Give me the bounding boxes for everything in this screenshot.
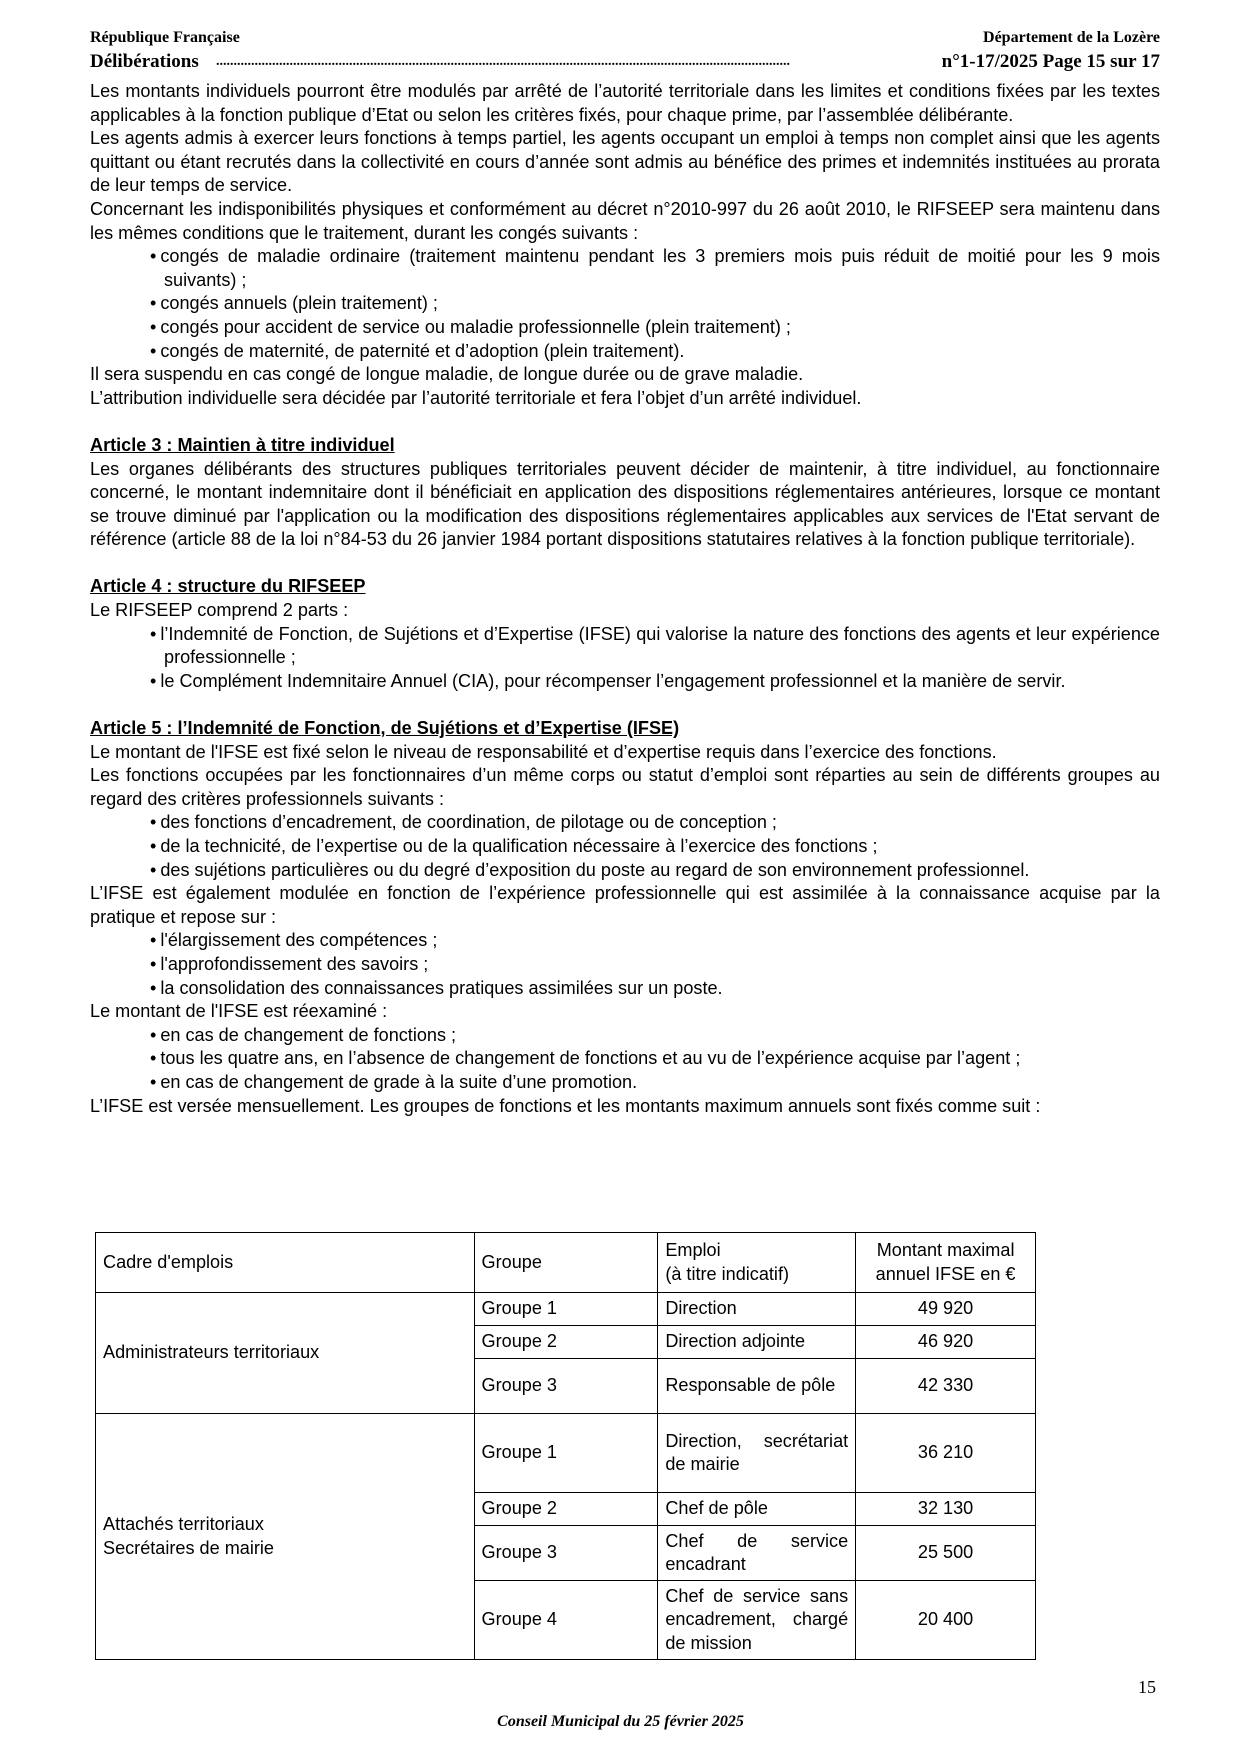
reexamen-list bbox=[90, 1024, 1160, 1095]
list-item: • tous les quatre ans, en l’absence de changement de fonctions et au vu de l’expérience acquise par l’agent ; bbox=[90, 1047, 1160, 1071]
paragraph: Il sera suspendu en cas congé de longue maladie, de longue durée ou de grave maladie. bbox=[90, 364, 804, 385]
emploi-cell: Chef de service sans encadrement, chargé de mission bbox=[658, 1581, 856, 1660]
montant-cell: 20 400 bbox=[856, 1581, 1036, 1660]
montant-cell: 46 920 bbox=[856, 1326, 1036, 1359]
montant-cell: 42 330 bbox=[856, 1359, 1036, 1414]
header-republique: République Française bbox=[90, 29, 240, 46]
list-item: • congés de maternité, de paternité et d’adoption (plein traitement). bbox=[90, 340, 1160, 364]
groupe-cell: Groupe 4 bbox=[474, 1581, 658, 1660]
table-header-row bbox=[96, 1233, 1036, 1293]
conges-list bbox=[90, 245, 1160, 363]
emploi-cell: Direction, secrétariat de mairie bbox=[658, 1414, 856, 1493]
paragraph: Le RIFSEEP comprend 2 parts : bbox=[90, 600, 349, 621]
list-item: • des fonctions d’encadrement, de coordination, de pilotage ou de conception ; bbox=[90, 811, 1160, 835]
table-row bbox=[96, 1293, 1036, 1326]
header-page-ref: n°1-17/2025 Page 15 sur 17 bbox=[941, 51, 1160, 72]
paragraph: L’IFSE est versée mensuellement. Les groupes de fonctions et les montants maximum annuels sont fixés comme suit : bbox=[90, 1095, 1041, 1116]
paragraph: L’attribution individuelle sera décidée par l’autorité territoriale et fera l’objet d’un arrêté individuel. bbox=[90, 387, 862, 408]
header-deliberations: Délibérations bbox=[90, 51, 199, 72]
montant-cell: 36 210 bbox=[856, 1414, 1036, 1493]
document-body bbox=[90, 80, 1160, 1118]
groupe-cell: Groupe 1 bbox=[474, 1293, 658, 1326]
paragraph: Les organes délibérants des structures publiques territoriales peuvent décider de maintenir, à titre individuel, au fonctionnaire concerné, le montant indemnitaire dont il bénéficiait en application des dispositions réglementaires antérieures, lorsque ce montant se trouve diminué par l'application ou la modification des dispositions réglementaires applicables aux services de l'Etat servant de référence (article 88 de la loi n°84-53 du 26 janvier 1984 portant dispositions statutaires relatives à la fonction publique territoriale). bbox=[90, 458, 1160, 550]
cadre-cell: Administrateurs territoriaux bbox=[96, 1293, 475, 1414]
montant-cell: 49 920 bbox=[856, 1293, 1036, 1326]
emploi-cell: Chef de service encadrant bbox=[658, 1526, 856, 1581]
header-cell-cadre: Cadre d'emplois bbox=[96, 1233, 475, 1293]
emploi-cell: Responsable de pôle bbox=[658, 1359, 856, 1414]
paragraph: Concernant les indisponibilités physiques et conformément au décret n°2010-997 du 26 août 2010, le RIFSEEP sera maintenu dans les mêmes conditions que le traitement, durant les congés suivants : bbox=[90, 198, 1160, 243]
list-item: • le Complément Indemnitaire Annuel (CIA), pour récompenser l’engagement professionnel et la manière de servir. bbox=[90, 670, 1160, 694]
paragraph: Le montant de l'IFSE est fixé selon le niveau de responsabilité et d’expertise requis dans l’exercice des fonctions. bbox=[90, 741, 997, 762]
emploi-cell: Chef de pôle bbox=[658, 1493, 856, 1526]
list-item: • la consolidation des connaissances pratiques assimilées sur un poste. bbox=[90, 977, 1160, 1001]
table-row bbox=[96, 1414, 1036, 1493]
paragraph: Les agents admis à exercer leurs fonctions à temps partiel, les agents occupant un emploi à temps non complet ainsi que les agents quittant ou étant recrutés dans la collectivité en cours d’année sont admis au bénéfice des primes et indemnités instituées au prorata de leur temps de service. bbox=[90, 128, 1160, 196]
ifse-table bbox=[95, 1232, 1036, 1660]
footer-conseil: Conseil Municipal du 25 février 2025 bbox=[497, 1713, 744, 1730]
rifseep-parts-list bbox=[90, 623, 1160, 694]
header-cell-groupe: Groupe bbox=[474, 1233, 658, 1293]
montant-cell: 25 500 bbox=[856, 1526, 1036, 1581]
list-item: • l'élargissement des compétences ; bbox=[90, 929, 1160, 953]
header-bottom-row bbox=[90, 51, 1160, 75]
experience-list bbox=[90, 929, 1160, 1000]
list-item: • l’Indemnité de Fonction, de Sujétions et d’Expertise (IFSE) qui valorise la nature des fonctions des agents et leur expérience professionnelle ; bbox=[90, 623, 1160, 670]
article-4-title: Article 4 : structure du RIFSEEP bbox=[90, 576, 366, 597]
criteres-list bbox=[90, 811, 1160, 882]
article-3-title: Article 3 : Maintien à titre individuel bbox=[90, 434, 395, 455]
paragraph: L’IFSE est également modulée en fonction de l’expérience professionnelle qui est assimilée à la connaissance acquise par la pratique et repose sur : bbox=[90, 883, 1160, 927]
article-5-title: Article 5 : l’Indemnité de Fonction, de Sujétions et d’Expertise (IFSE) bbox=[90, 718, 680, 739]
header-cell-montant: Montant maximal annuel IFSE en € bbox=[856, 1233, 1036, 1293]
list-item: • en cas de changement de fonctions ; bbox=[90, 1024, 1160, 1048]
cadre-cell: Attachés territoriaux Secrétaires de mairie bbox=[96, 1414, 475, 1660]
paragraph: Les fonctions occupées par les fonctionnaires d’un même corps ou statut d’emploi sont réparties au sein de différents groupes au regard des critères professionnels suivants : bbox=[90, 765, 1160, 809]
list-item: • des sujétions particulières ou du degré d’exposition du poste au regard de son environnement professionnel. bbox=[90, 859, 1160, 883]
header-dot-leader: .................................................................................................................................................................... bbox=[216, 54, 790, 69]
groupe-cell: Groupe 2 bbox=[474, 1493, 658, 1526]
page-number: 15 bbox=[1138, 1677, 1156, 1697]
list-item: • congés pour accident de service ou maladie professionnelle (plein traitement) ; bbox=[90, 316, 1160, 340]
paragraph: Les montants individuels pourront être modulés par arrêté de l’autorité territoriale dans les limites et conditions fixées par les textes applicables à la fonction publique d’Etat ou selon les critères fixés, pour chaque prime, par l’assemblée délibérante. bbox=[90, 81, 1160, 125]
header-cell-emploi: Emploi (à titre indicatif) bbox=[658, 1233, 856, 1293]
groupe-cell: Groupe 3 bbox=[474, 1359, 658, 1414]
header-departement: Département de la Lozère bbox=[983, 29, 1160, 46]
emploi-cell: Direction bbox=[658, 1293, 856, 1326]
groupe-cell: Groupe 2 bbox=[474, 1326, 658, 1359]
list-item: • en cas de changement de grade à la suite d’une promotion. bbox=[90, 1071, 1160, 1095]
paragraph: Le montant de l'IFSE est réexaminé : bbox=[90, 1001, 388, 1022]
groupe-cell: Groupe 1 bbox=[474, 1414, 658, 1493]
list-item: • congés de maladie ordinaire (traitement maintenu pendant les 3 premiers mois puis réduit de moitié pour les 9 mois suivants) ; bbox=[90, 245, 1160, 292]
list-item: • de la technicité, de l’expertise ou de la qualification nécessaire à l’exercice des fonctions ; bbox=[90, 835, 1160, 859]
emploi-cell: Direction adjointe bbox=[658, 1326, 856, 1359]
list-item: • l'approfondissement des savoirs ; bbox=[90, 953, 1160, 977]
list-item: • congés annuels (plein traitement) ; bbox=[90, 292, 1160, 316]
montant-cell: 32 130 bbox=[856, 1493, 1036, 1526]
groupe-cell: Groupe 3 bbox=[474, 1526, 658, 1581]
